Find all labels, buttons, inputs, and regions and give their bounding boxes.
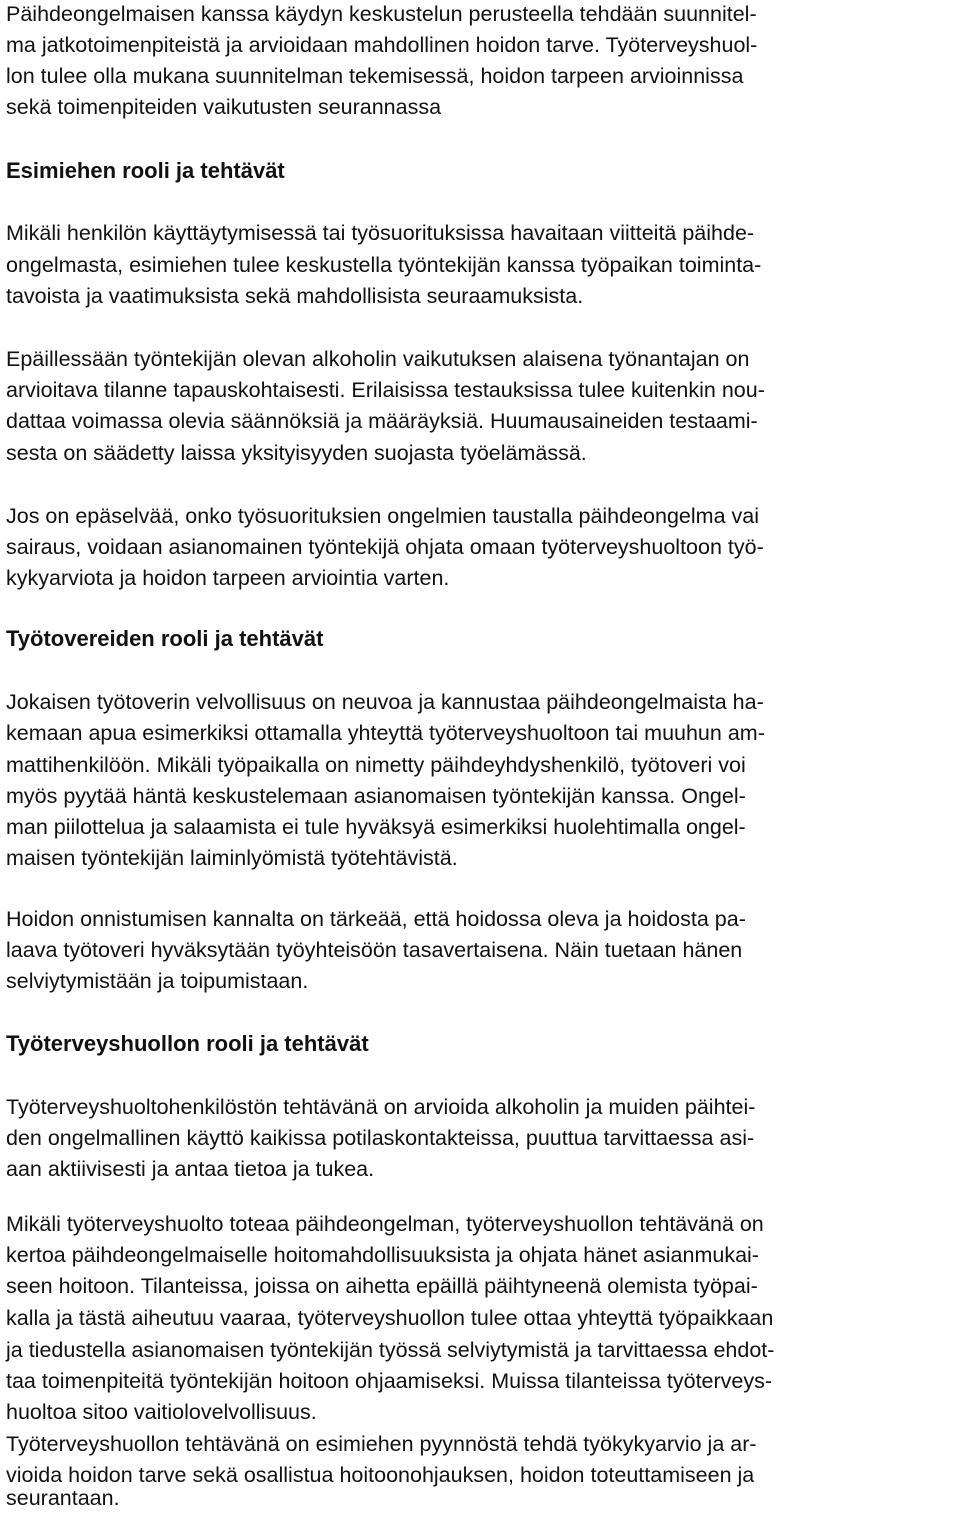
paragraph-line: kertoa päihdeongelmaiselle hoitomahdollisuuksista ja ohjata hänet asianmukai- <box>6 1243 759 1267</box>
paragraph-line: maisen työntekijän laiminlyömistä työtehtävistä. <box>6 846 458 870</box>
paragraph-line: sairaus, voidaan asianomainen työntekijä ohjata omaan työterveyshuoltoon työ- <box>6 535 764 559</box>
paragraph-line: kalla ja tästä aiheutuu vaaraa, työterveyshuollon tulee ottaa yhteyttä työpaikkaan <box>6 1306 774 1330</box>
paragraph-line: Työterveyshuollon tehtävänä on esimiehen pyynnöstä tehdä työkykyarvio ja ar- <box>6 1432 757 1456</box>
paragraph-line: tavoista ja vaatimuksista sekä mahdollisista seuraamuksista. <box>6 284 584 308</box>
paragraph-line: myös pyytää häntä keskustelemaan asianomaisen työntekijän kanssa. Ongel- <box>6 784 746 808</box>
paragraph-line: laava työtoveri hyväksytään työyhteisöön tasavertaisena. Näin tuetaan hänen <box>6 938 743 962</box>
paragraph-line: man piilottelua ja salaamista ei tule hyväksyä esimerkiksi huolehtimalla ongel- <box>6 815 746 839</box>
paragraph-line: lon tulee olla mukana suunnitelman tekemisessä, hoidon tarpeen arvioinnissa <box>6 64 744 88</box>
paragraph-line: sekä toimenpiteiden vaikutusten seurannassa <box>6 95 442 119</box>
section-heading: Työtovereiden rooli ja tehtävät <box>6 626 324 651</box>
paragraph-line: Jokaisen työtoverin velvollisuus on neuvoa ja kannustaa päihdeongelmaista ha- <box>6 690 764 714</box>
paragraph-line: arvioitava tilanne tapauskohtaisesti. Erilaisissa testauksissa tulee kuitenkin nou- <box>6 378 765 402</box>
paragraph-line: kykyarviota ja hoidon tarpeen arviointia varten. <box>6 566 450 590</box>
paragraph-line: sesta on säädetty laissa yksityisyyden suojasta työelämässä. <box>6 441 587 465</box>
paragraph-line: den ongelmallinen käyttö kaikissa potilaskontakteissa, puuttua tarvittaessa asi- <box>6 1126 755 1150</box>
paragraph-line: Jos on epäselvää, onko työsuorituksien ongelmien taustalla päihdeongelma vai <box>6 504 759 528</box>
paragraph-line: aan aktiivisesti ja antaa tietoa ja tukea. <box>6 1157 375 1181</box>
paragraph-line: Työterveyshuoltohenkilöstön tehtävänä on arvioida alkoholin ja muiden päihtei- <box>6 1095 756 1119</box>
paragraph-line: huoltoa sitoo vaitiolovelvollisuus. <box>6 1400 317 1424</box>
paragraph-line: Hoidon onnistumisen kannalta on tärkeää, että hoidossa oleva ja hoidosta pa- <box>6 907 746 931</box>
section-heading: Esimiehen rooli ja tehtävät <box>6 158 285 183</box>
paragraph-line: ja tiedustella asianomaisen työntekijän työssä selviytymistä ja tarvittaessa ehdot- <box>6 1338 775 1362</box>
paragraph-line: kemaan apua esimerkiksi ottamalla yhteyttä työterveyshuoltoon tai muuhun am- <box>6 721 765 745</box>
paragraph-line: seen hoitoon. Tilanteissa, joissa on aihetta epäillä päihtyneenä olemista työpai- <box>6 1274 758 1298</box>
section-heading: Työterveyshuollon rooli ja tehtävät <box>6 1031 369 1056</box>
paragraph-line: Epäillessään työntekijän olevan alkoholin vaikutuksen alaisena työnantajan on <box>6 347 750 371</box>
paragraph-line: Mikäli henkilön käyttäytymisessä tai työsuorituksissa havaitaan viitteitä päihde- <box>6 221 755 245</box>
paragraph-line: selviytymistään ja toipumistaan. <box>6 969 309 993</box>
paragraph-line: ongelmasta, esimiehen tulee keskustella työntekijän kanssa työpaikan toiminta- <box>6 253 762 277</box>
paragraph-line: mattihenkilöön. Mikäli työpaikalla on nimetty päihdeyhdyshenkilö, työtoveri voi <box>6 753 746 777</box>
paragraph-line: Mikäli työterveyshuolto toteaa päihdeongelman, työterveyshuollon tehtävänä on <box>6 1212 764 1236</box>
paragraph-line: dattaa voimassa olevia säännöksiä ja määräyksiä. Huumausaineiden testaami- <box>6 409 758 433</box>
paragraph-line: Päihdeongelmaisen kanssa käydyn keskustelun perusteella tehdään suunnitel- <box>6 2 757 26</box>
paragraph-line: taa toimenpiteitä työntekijän hoitoon ohjaamiseksi. Muissa tilanteissa työterveys- <box>6 1369 773 1393</box>
paragraph-line: vioida hoidon tarve sekä osallistua hoitoonohjauksen, hoidon toteuttamiseen ja <box>6 1463 755 1487</box>
paragraph-line: seurantaan. <box>6 1486 120 1510</box>
paragraph-line: ma jatkotoimenpiteistä ja arvioidaan mahdollinen hoidon tarve. Työterveyshuol- <box>6 33 758 57</box>
